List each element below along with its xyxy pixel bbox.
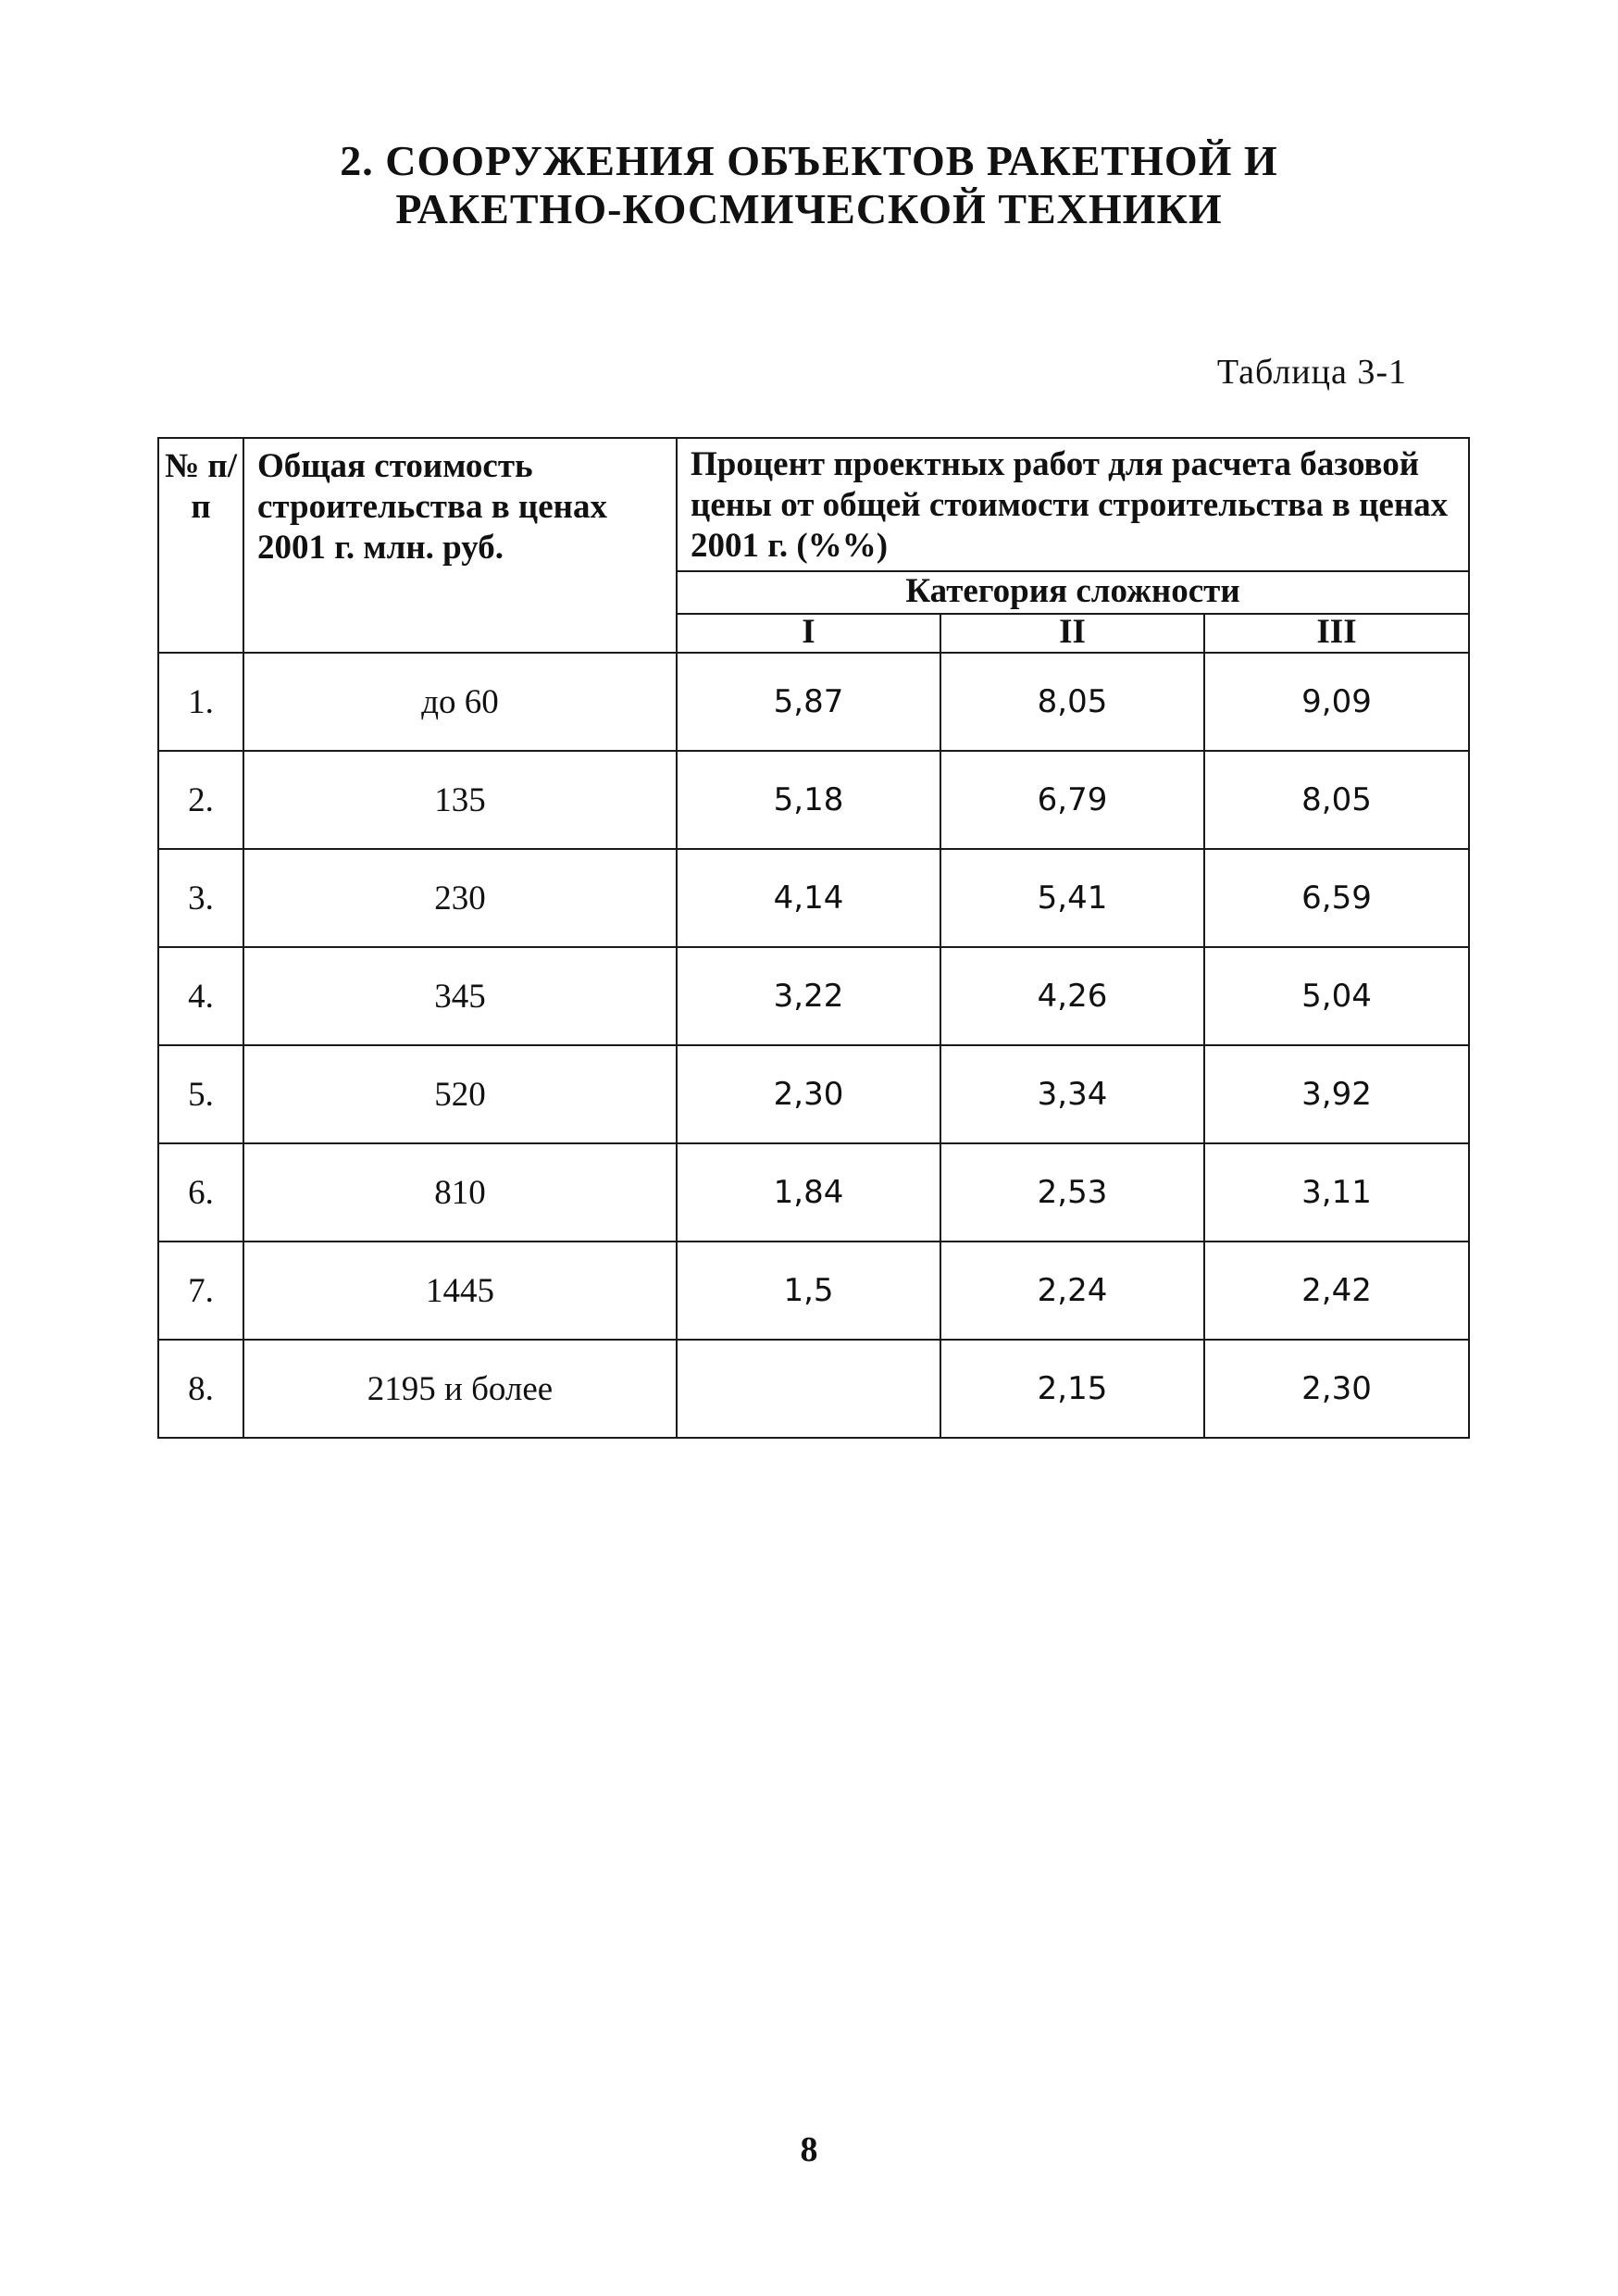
row-cost-cell: до 60 [243, 653, 677, 751]
table-caption: Таблица 3-1 [1216, 353, 1407, 392]
header-category: Категория сложности [677, 571, 1469, 614]
row-category-1-cell: 1,5 [677, 1242, 940, 1340]
row-category-3-cell: 2,30 [1204, 1340, 1469, 1438]
row-category-2-cell: 2,53 [940, 1143, 1204, 1242]
row-category-3-cell: 2,42 [1204, 1242, 1469, 1340]
section-heading [0, 137, 1618, 233]
row-cost-cell: 810 [243, 1143, 677, 1242]
header-cost: Общая стоимость строительства в ценах 2001 г. млн. руб. [243, 438, 677, 653]
table-row [158, 947, 1469, 1045]
row-category-3-cell: 3,92 [1204, 1045, 1469, 1143]
heading-line-1: 2. СООРУЖЕНИЯ ОБЪЕКТОВ РАКЕТНОЙ И [340, 137, 1278, 184]
heading-line-2: РАКЕТНО-КОСМИЧЕСКОЙ ТЕХНИКИ [395, 185, 1223, 232]
row-category-2-cell: 3,34 [940, 1045, 1204, 1143]
row-category-1-cell: 5,18 [677, 751, 940, 849]
table-row [158, 1143, 1469, 1242]
row-category-3-cell: 6,59 [1204, 849, 1469, 947]
page-number: 8 [800, 2130, 818, 2169]
row-cost-cell: 1445 [243, 1242, 677, 1340]
row-category-3-cell: 3,11 [1204, 1143, 1469, 1242]
table-row [158, 849, 1469, 947]
table-row [158, 653, 1469, 751]
row-category-2-cell: 5,41 [940, 849, 1204, 947]
row-number-cell: 4. [158, 947, 243, 1045]
row-number-cell: 5. [158, 1045, 243, 1143]
row-category-2-cell: 8,05 [940, 653, 1204, 751]
row-category-2-cell: 4,26 [940, 947, 1204, 1045]
row-category-3-cell: 8,05 [1204, 751, 1469, 849]
row-category-3-cell: 5,04 [1204, 947, 1469, 1045]
row-category-2-cell: 6,79 [940, 751, 1204, 849]
table-row [158, 1242, 1469, 1340]
row-category-1-cell: 4,14 [677, 849, 940, 947]
table-row [158, 1045, 1469, 1143]
row-number-cell: 6. [158, 1143, 243, 1242]
row-cost-cell: 230 [243, 849, 677, 947]
table-row [158, 751, 1469, 849]
table-row [158, 1340, 1469, 1438]
header-category-3: III [1204, 614, 1469, 653]
header-category-1: I [677, 614, 940, 653]
row-category-1-cell: 1,84 [677, 1143, 940, 1242]
row-category-1-cell: 2,30 [677, 1045, 940, 1143]
row-cost-cell: 520 [243, 1045, 677, 1143]
row-category-2-cell: 2,15 [940, 1340, 1204, 1438]
row-cost-cell: 2195 и более [243, 1340, 677, 1438]
row-category-2-cell: 2,24 [940, 1242, 1204, 1340]
row-number-cell: 8. [158, 1340, 243, 1438]
header-number: № п/п [158, 438, 243, 653]
row-number-cell: 2. [158, 751, 243, 849]
header-percent: Процент проектных работ для расчета базовой цены от общей стоимости строительства в ценах 2001 г. (%%) [677, 438, 1469, 571]
row-category-1-cell: 5,87 [677, 653, 940, 751]
row-category-3-cell: 9,09 [1204, 653, 1469, 751]
header-category-2: II [940, 614, 1204, 653]
cost-percentage-table [157, 437, 1470, 1439]
row-number-cell: 7. [158, 1242, 243, 1340]
row-number-cell: 3. [158, 849, 243, 947]
row-category-1-cell [677, 1340, 940, 1438]
row-category-1-cell: 3,22 [677, 947, 940, 1045]
row-cost-cell: 345 [243, 947, 677, 1045]
row-cost-cell: 135 [243, 751, 677, 849]
row-number-cell: 1. [158, 653, 243, 751]
